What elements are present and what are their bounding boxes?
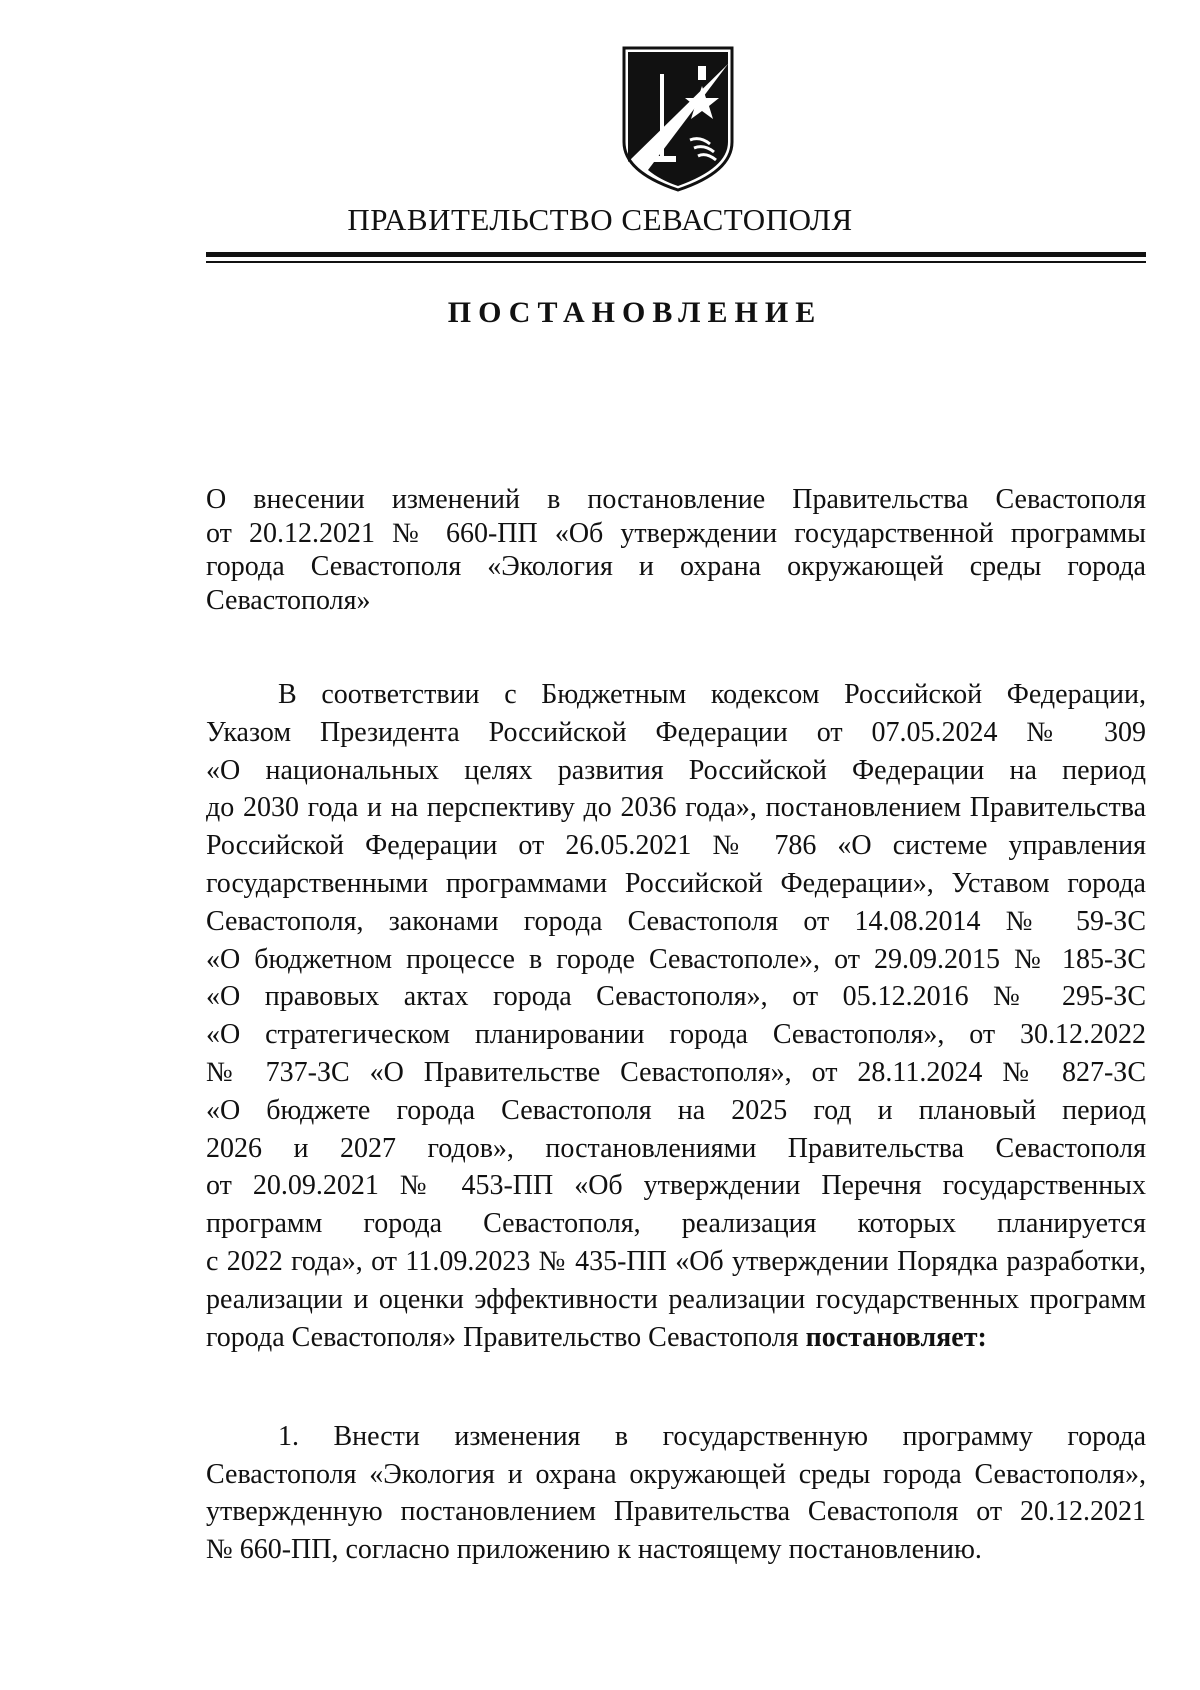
preamble-line: «О бюджетном процессе в городе Севастополе», от 29.09.2015 № 185-ЗС <box>206 943 1146 975</box>
decree-word: постановляет: <box>805 1321 987 1353</box>
sevastopol-coat-of-arms-emblem <box>620 44 736 194</box>
preamble-line: до 2030 года и на перспективу до 2036 года», постановлением Правительства <box>206 792 1146 824</box>
decree-subject <box>206 483 1146 617</box>
preamble-line: «О бюджете города Севастополя на 2025 год и плановый период <box>206 1094 1146 1126</box>
preamble-line: «О национальных целях развития Российской Федерации на период <box>206 754 1146 786</box>
header-rule-thin <box>206 261 1146 263</box>
preamble-line: реализации и оценки эффективности реализации государственных программ <box>206 1283 1146 1315</box>
subject-line: города Севастополя «Экология и охрана окружающей среды города <box>206 551 1146 582</box>
preamble-line-text: города Севастополя» Правительство Севастополя <box>206 1321 806 1353</box>
item-line: 1. Внести изменения в государственную программу города <box>278 1421 1146 1452</box>
subject-line: от 20.12.2021 № 660-ПП «Об утверждении государственной программы <box>206 517 1146 549</box>
preamble-line: «О стратегическом планировании города Севастополя», от 30.12.2022 <box>206 1019 1146 1051</box>
preamble-line: В соответствии с Бюджетным кодексом Российской Федерации, <box>278 679 1146 710</box>
decree-preamble <box>206 676 1146 1356</box>
preamble-line: от 20.09.2021 № 453-ПП «Об утверждении Перечня государственных <box>206 1170 1146 1202</box>
preamble-line: Российской Федерации от 26.05.2021 № 786 «О системе управления <box>206 830 1146 862</box>
item-line: Севастополя «Экология и охрана окружающей среды города Севастополя», <box>206 1458 1146 1490</box>
preamble-line: Севастополя, законами города Севастополя от 14.08.2014 № 59-ЗС <box>206 905 1146 937</box>
header-rule-thick <box>206 252 1146 257</box>
document-type-title: ПОСТАНОВЛЕНИЕ <box>447 296 823 329</box>
item-line: № 660-ПП, согласно приложению к настоящему постановлению. <box>206 1533 982 1565</box>
preamble-line: государственными программами Российской Федерации», Уставом города <box>206 867 1146 899</box>
preamble-line: программ города Севастополя, реализация которых планируется <box>206 1208 1146 1240</box>
subject-line: Севастополя» <box>206 584 371 616</box>
preamble-line: Указом Президента Российской Федерации от 07.05.2024 № 309 <box>206 716 1146 748</box>
preamble-last-line <box>206 1319 1146 1357</box>
decree-item-1 <box>206 1418 1146 1568</box>
preamble-line: с 2022 года», от 11.09.2023 № 435-ПП «Об утверждении Порядка разработки, <box>206 1245 1146 1277</box>
preamble-line: «О правовых актах города Севастополя», от 05.12.2016 № 295-ЗС <box>206 981 1146 1013</box>
preamble-line: № 737-ЗС «О Правительстве Севастополя», от 28.11.2024 № 827-ЗС <box>206 1056 1146 1088</box>
subject-line: О внесении изменений в постановление Правительства Севастополя <box>206 484 1146 515</box>
preamble-line: 2026 и 2027 годов», постановлениями Правительства Севастополя <box>206 1132 1146 1164</box>
item-line: утвержденную постановлением Правительства Севастополя от 20.12.2021 <box>206 1496 1146 1527</box>
government-name: ПРАВИТЕЛЬСТВО СЕВАСТОПОЛЯ <box>347 202 853 237</box>
